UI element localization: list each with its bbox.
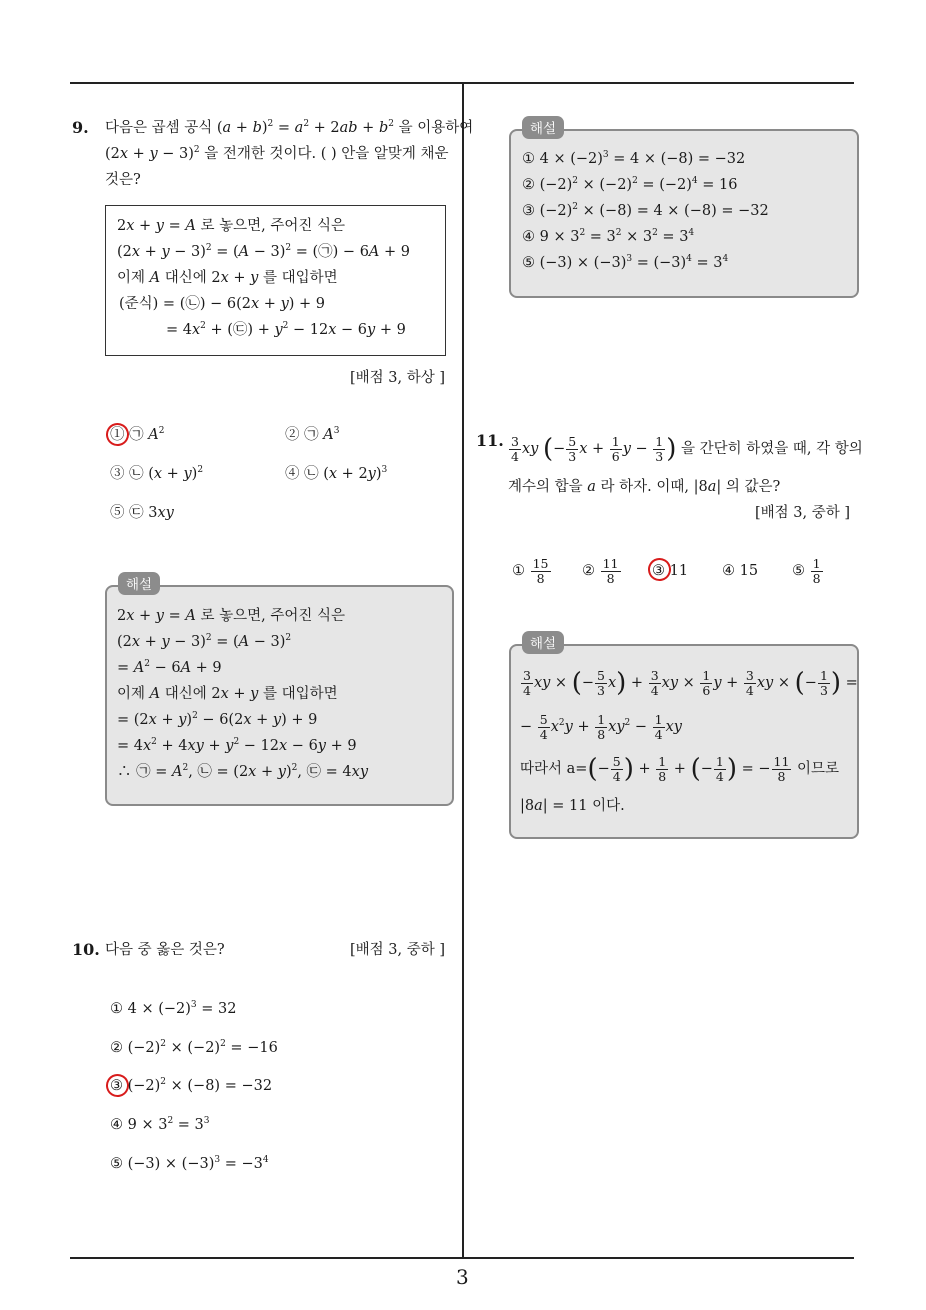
- q11-sol-line-3-prefix: 따라서 a=: [520, 761, 588, 777]
- q9-stem-line-2: $(2x + y - 3)^2$ 을 전개한 것이다. ( ) 안을 알맞게 채운: [105, 145, 449, 162]
- q11-stem-tail: 을 간단히 하였을 때, 각 항의: [681, 441, 863, 457]
- q11-choice-5[interactable]: ⑤ $\frac{1}{8}$: [792, 555, 821, 586]
- q10-sol-line-5: ⑤ $(-3) \times (-3)^3 = (-3)^4 = 3^4$: [522, 254, 729, 271]
- q11-choice-3[interactable]: ③ 11: [652, 563, 689, 579]
- q10-sol-line-1: ① $4 \times (-2)^3 = 4 \times (-8) = -32$: [522, 150, 746, 167]
- q10-choice-2[interactable]: ② $(-2)^2 \times (-2)^2 = -16$: [110, 1039, 278, 1056]
- q10-choice-3[interactable]: ③ $(-2)^2 \times (-8) = -32$: [110, 1077, 273, 1094]
- q9-box-line-2: $(2x + y - 3)^2 = (A - 3)^2$ = (㉠) − 6A + 9: [117, 243, 410, 260]
- q11-stem-line-1: $\frac{3}{4}$ xy (− $\frac{5}{3}$ x + $\frac{1}{6}$ y − $\frac{1}{3}$ ) 을 간단히 하였을 때, 각 항의: [511, 433, 863, 464]
- q9-choice-4[interactable]: ④ ㉡ $(x + 2y)^3$: [285, 465, 388, 482]
- q11-number: 11.: [476, 431, 504, 450]
- q9-stem-line-1: 다음은 곱셈 공식 $(a + b)^2 = a^2 + 2ab + b^2$ 을 이용하여: [105, 119, 474, 136]
- q11-stem-line-2: 계수의 합을 a 라 하자. 이때, |8a| 의 값은?: [508, 479, 781, 495]
- q10-choice-4[interactable]: ④ $9 \times 3^2 = 3^3$: [110, 1116, 210, 1133]
- q9-sol-line-1: 2x + y = A 로 놓으면, 주어진 식은: [117, 608, 345, 624]
- q9-sol-line-2: $(2x + y - 3)^2 = (A - 3)^2$: [117, 633, 292, 650]
- q9-choice-3[interactable]: ③ ㉡ $(x + y)^2$: [110, 465, 204, 482]
- q10-number: 10.: [72, 940, 100, 959]
- q11-sol-line-3: 따라서 a=(− $\frac{5}{4}$ ) + $\frac{1}{8}$ + (− $\frac{1}{4}$ ) = − $\frac{11}{8}$ 이므로: [520, 753, 840, 784]
- q9-solution-label: 해설: [118, 572, 160, 595]
- q9-sol-line-4: 이제 A 대신에 2x + y 를 대입하면: [117, 686, 338, 702]
- q11-sol-line-4: |8a| = 11 이다.: [520, 798, 625, 814]
- q10-solution-label: 해설: [522, 116, 564, 139]
- q9-box-line-4: (준식) = (㉡) − 6(2x + y) + 9: [119, 296, 326, 312]
- q11-sol-line-3-suffix: 이므로: [797, 761, 840, 777]
- q10-sol-line-3: ③ $(-2)^2 \times (-8) = 4 \times (-8) = -32$: [522, 202, 769, 219]
- q9-choice-2[interactable]: ② ㉠ $A^3$: [285, 426, 340, 443]
- q11-sol-line-2: − $\frac{5}{4}$ $x^2y$ + $\frac{1}{8}$ $xy^2$ − $\frac{1}{4}$ xy: [520, 711, 682, 742]
- q9-box-line-5: = $4x^2$ + (㉢) + $y^2 - 12x - 6y + 9$: [166, 321, 406, 338]
- q9-box-line-3: 이제 A 대신에 2x + y 를 대입하면: [117, 270, 338, 286]
- q10-stem: 다음 중 옳은 것은?: [105, 942, 225, 958]
- q9-sol-line-5: = $(2x + y)^2 - 6(2x + y) + 9$: [117, 711, 318, 728]
- column-divider: [462, 82, 464, 1258]
- q10-choice-5[interactable]: ⑤ $(-3) \times (-3)^3 = -3^4$: [110, 1155, 269, 1172]
- q9-number: 9.: [72, 118, 89, 137]
- q11-choice-4[interactable]: ④ 15: [722, 563, 759, 579]
- q9-stem-line-3: 것은?: [105, 172, 141, 188]
- q9-sol-line-3: = $A^2 - 6A + 9$: [117, 659, 222, 676]
- q11-sol-line-1: $\frac{3}{4}$ xy × (− $\frac{5}{3}$ x) + $\frac{3}{4}$ xy × $\frac{1}{6}$ y + $\frac{3}{4}$ xy × (− $\frac{1}{3}$ ) =: [523, 667, 858, 698]
- q9-sol-line-7: ∴ ㉠ = $A^2$, ㉡ = $(2x + y)^2$, ㉢ = 4xy: [117, 763, 369, 780]
- q9-box-line-1: 2x + y = A 로 놓으면, 주어진 식은: [117, 218, 345, 234]
- q10-sol-line-2: ② $(-2)^2 \times (-2)^2 = (-2)^4 = 16$: [522, 176, 738, 193]
- q10-choice-1[interactable]: ① $4 \times (-2)^3 = 32$: [110, 1000, 237, 1017]
- q11-choice-2[interactable]: ② $\frac{11}{8}$: [582, 555, 619, 586]
- q11-solution-label: 해설: [522, 631, 564, 654]
- q9-score: [배점 3, 하상 ]: [350, 370, 446, 386]
- q11-score: [배점 3, 중하 ]: [755, 505, 851, 521]
- q9-sol-line-6: = $4x^2 + 4xy + y^2 - 12x - 6y + 9$: [117, 737, 357, 754]
- q10-sol-line-4: ④ $9 \times 3^2 = 3^2 \times 3^2 = 3^4$: [522, 228, 695, 245]
- q9-choice-5[interactable]: ⑤ ㉢ 3xy: [110, 505, 174, 521]
- page-number: 3: [456, 1265, 469, 1289]
- q11-choice-1[interactable]: ① $\frac{15}{8}$: [512, 555, 549, 586]
- q10-score: [배점 3, 중하 ]: [350, 942, 446, 958]
- q9-choice-1[interactable]: ① ㉠ $A^2$: [110, 426, 165, 443]
